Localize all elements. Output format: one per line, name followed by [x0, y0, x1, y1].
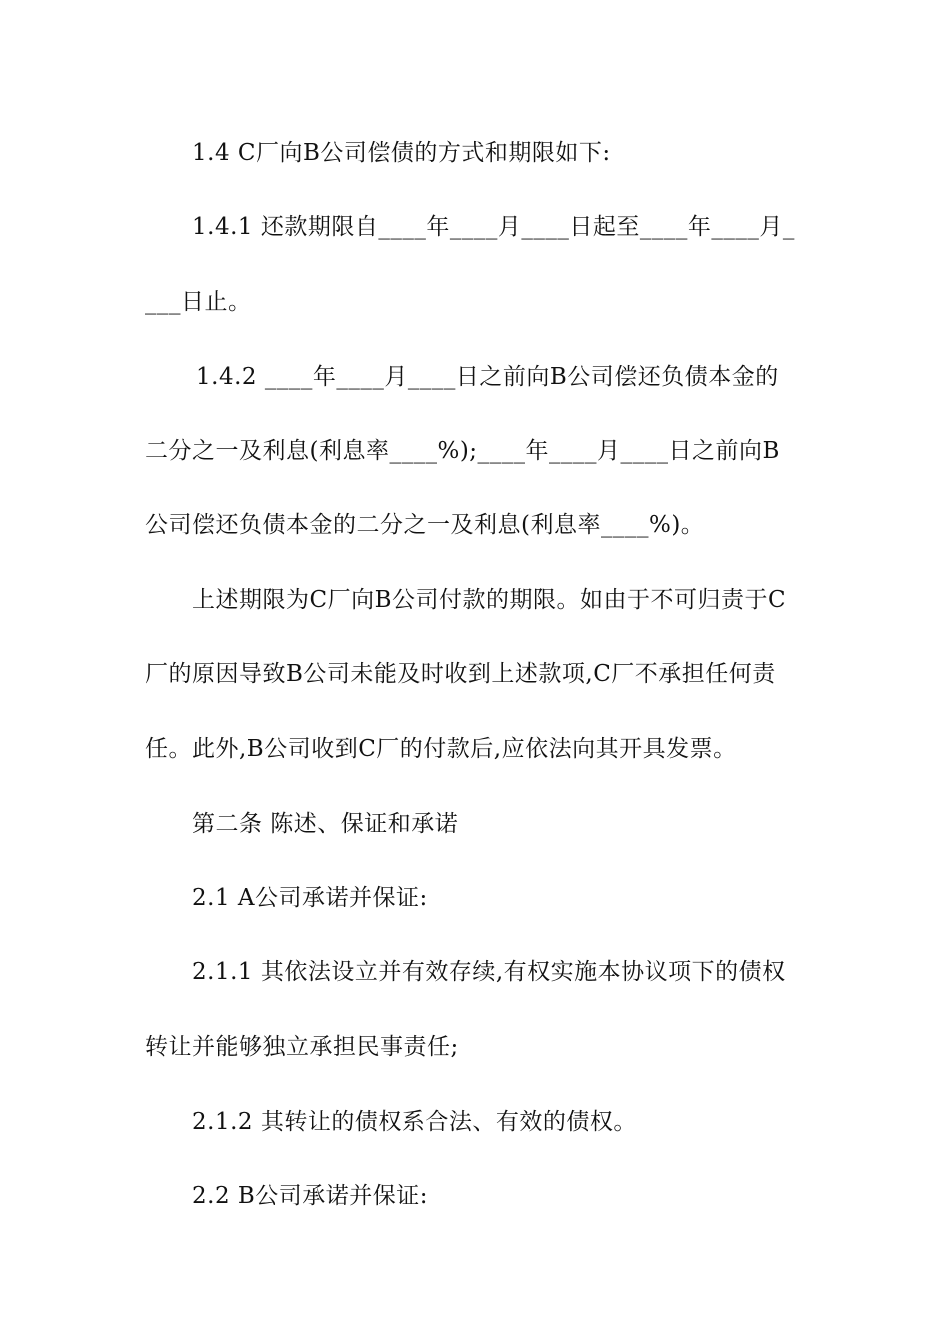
clause-2-2: 2.2 B公司承诺并保证:: [192, 1183, 429, 1209]
clause-1-4: 1.4 C厂向B公司偿债的方式和期限如下:: [192, 140, 611, 166]
clause-2-1-1-line-2: 转让并能够独立承担民事责任;: [145, 1034, 459, 1060]
clause-1-4-1-line-2: ___日止。: [145, 289, 252, 315]
clause-1-4-2-line-2: 二分之一及利息(利息率____%);____年____月____日之前向B: [145, 438, 780, 464]
paragraph-term-line-3: 任。此外,B公司收到C厂的付款后,应依法向其开具发票。: [145, 736, 737, 762]
paragraph-term-line-1: 上述期限为C厂向B公司付款的期限。如由于不可归责于C: [192, 587, 787, 613]
clause-1-4-2-line-1: 1.4.2 ____年____月____日之前向B公司偿还负债本金的: [196, 364, 779, 390]
clause-2-1-2: 2.1.2 其转让的债权系合法、有效的债权。: [192, 1109, 637, 1135]
clause-2-1-1-line-1: 2.1.1 其依法设立并有效存续,有权实施本协议项下的债权: [192, 959, 786, 985]
article-2-heading: 第二条 陈述、保证和承诺: [192, 811, 459, 837]
clause-1-4-1-line-1: 1.4.1 还款期限自____年____月____日起至____年____月_: [192, 214, 795, 240]
paragraph-term-line-2: 厂的原因导致B公司未能及时收到上述款项,C厂不承担任何责: [145, 661, 776, 687]
clause-2-1: 2.1 A公司承诺并保证:: [192, 885, 428, 911]
clause-1-4-2-line-3: 公司偿还负债本金的二分之一及利息(利息率____%)。: [145, 512, 705, 538]
